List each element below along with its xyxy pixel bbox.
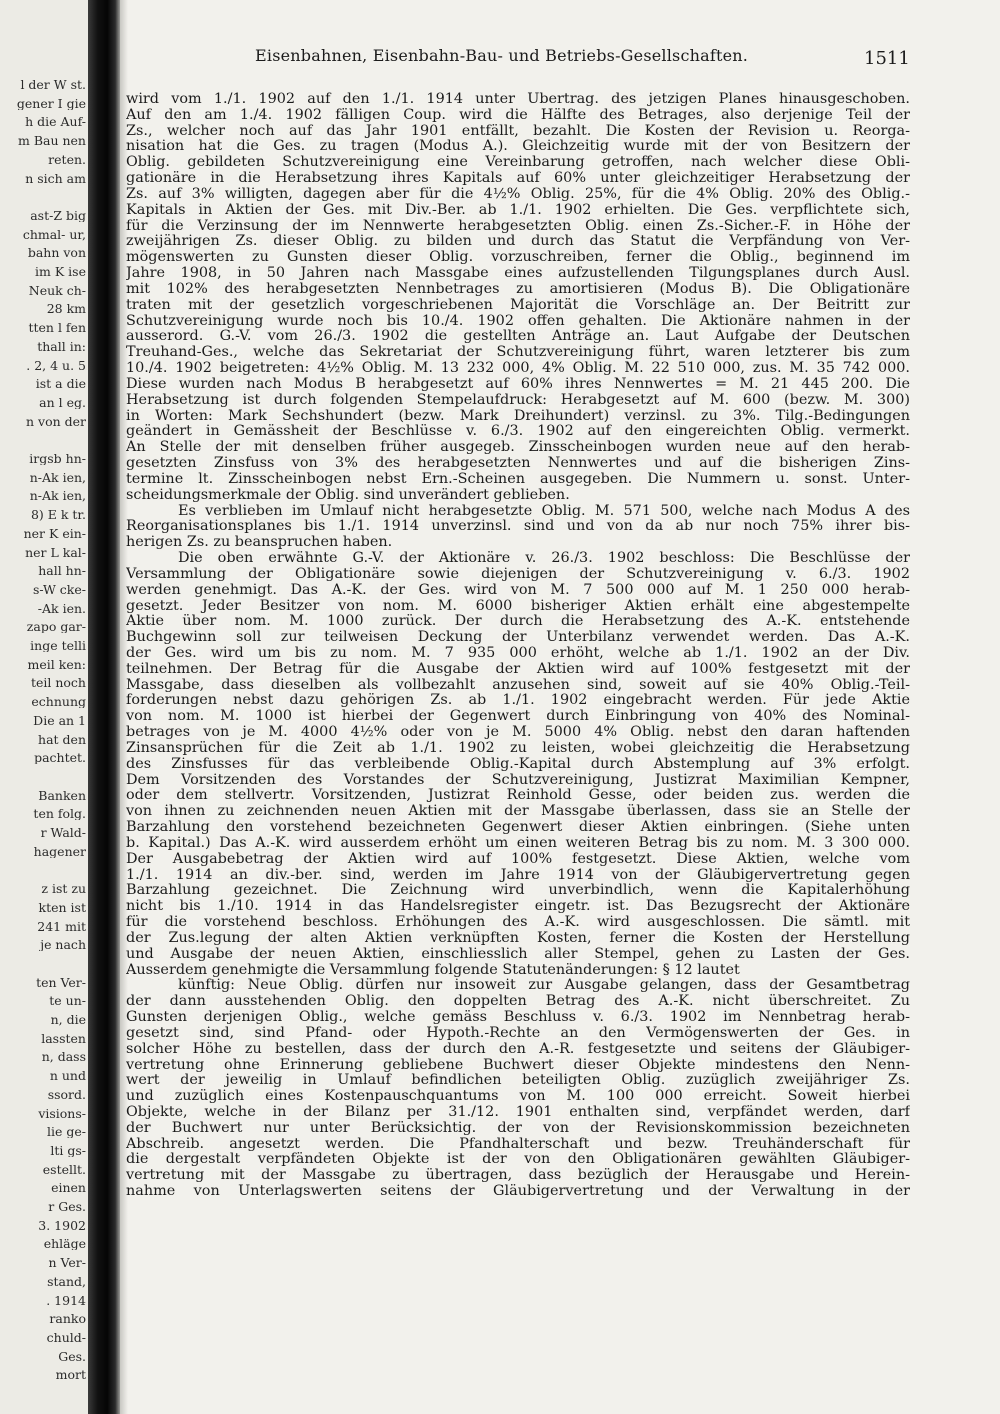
margin-fragment: chmal- ur, [22,227,86,241]
text-line: 1./1. 1914 an div.-ber. sind, werden im Jahre 1914 von der Gläubigervertretung gegen [126,867,910,883]
margin-fragment: ast-Z big [30,208,86,222]
text-line: herigen Zs. zu beanspruchen haben. [126,535,393,551]
text-line: Ausserdem genehmigte die Versammlung folgende Statutenänderungen: § 12 lautet [126,962,740,978]
margin-fragment: n Ver- [48,1256,86,1270]
text-line: Treuhand-Ges., welche das Sekretariat der Schutzvereinigung führt, waren letzterer bis zum [126,345,910,361]
margin-fragment: lti gs- [50,1143,86,1157]
margin-fragment: z ist zu [41,882,86,896]
margin-fragment: mort [55,1368,86,1382]
margin-fragment: ssord. [47,1087,86,1101]
margin-fragment: r Wald- [40,826,86,839]
margin-fragment: reten. [48,152,86,166]
text-line: der Buchwert nur unter Berücksichtig. der von der Revisionskommission bezeichneten [126,1120,910,1136]
text-line: Oblig. gebildeten Schutzvereinigung eine Vereinbarung getroffen, nach welcher diese Obli- [126,155,910,171]
text-line: An Stelle der mit denselben früher ausgegeb. Zinsscheinbogen wurden neue auf den herab- [126,440,910,456]
text-line: Auf den am 1./4. 1902 fälligen Coup. wird die Hälfte des Betrages, also derjenige Teil der [126,107,910,123]
text-line: scheidungsmerkmale der Oblig. sind unverändert geblieben. [126,487,570,503]
text-line: mit 102% des herabgesetzten Nennbetrages zu amortisieren (Modus B). Die Obligationäre [126,281,910,297]
text-line: nisation hat die Ges. zu tragen (Modus A.). Gleichzeitig wurde mit der von Besitzern der [126,139,910,155]
margin-fragment: 241 mit [37,919,86,933]
margin-fragment: 28 km [46,302,86,316]
text-line: Reorganisationsplanes bis 1./1. 1914 unverzinsl. sind und von da ab nur noch 75% ihrer bis- [126,519,910,535]
text-line: Der Ausgabebetrag der Aktien wird auf 100% festgesetzt. Diese Aktien, welche vom [126,851,910,867]
margin-fragment: kten ist [38,900,86,914]
text-line: der dann ausstehenden Oblig. den doppelten Betrag des A.-K. nicht überschreitet. Zu [126,994,910,1010]
margin-fragment: zapo gar- [26,620,86,634]
text-line: mögenswerten zu Gunsten dieser Oblig. vorzuschreiben, ferner die Oblig., beginnend im [126,250,910,266]
text-line: Zs. auf 3% willigten, dagegen aber für die 4½% Oblig. 25%, für die 4% Oblig. 20% des Oblig.- [126,186,910,202]
margin-fragment: irgsb hn- [29,452,86,465]
margin-fragment: inge telli [30,639,86,652]
margin-fragment: n sich am [25,171,86,185]
margin-fragment: 3. 1902 [38,1218,86,1232]
margin-fragment: hat den [38,732,86,746]
text-line: Dem Vorsitzenden des Vorstandes der Schutzvereinigung, Justizrat Maximilian Kempner, [126,772,910,788]
margin-fragment: echnung [31,695,86,709]
margin-fragment: estellt. [42,1162,86,1176]
margin-fragment: thall in: [37,339,86,353]
margin-fragment: te un- [49,994,86,1008]
body-text [126,92,910,1200]
margin-fragment: ist a die [35,377,86,391]
text-line: Herabsetzung ist durch folgenden Stempelaufdruck: Herabgesetzt auf M. 600 (bezw. M. 300) [126,392,910,408]
text-line: von ihnen zu zeichnenden neuen Aktien mit der Massgabe überlassen, dass sie an Stelle der [126,804,910,820]
margin-fragment: Banken [38,788,86,802]
text-line: und Ausgabe der neuen Aktien, einschliesslich aller Stempel, gehen zu Lasten der Ges. [126,946,910,962]
text-line: und zuzüglich eines Kostenpauschquantums von M. 100 000 erreicht. Soweit hierbei [126,1089,910,1105]
margin-fragment: s-W cke- [33,582,86,596]
text-line: der Zus.legung der alten Aktien verknüpften Kosten, ferner die Kosten der Herstellung [126,930,910,946]
text-line: Schutzvereinigung wurde noch bis 10./4. 1902 offen gehalten. Die Aktionäre nahmen in der [126,313,910,329]
margin-fragment: pachtet. [34,751,86,765]
text-line: Barzahlung den vorstehend bezeichneten Gegenwert dieser Aktien einbringen. (Siehe unten [126,820,910,836]
text-line: Massgabe, dass dieselben als vollbezahlt anzusehen sind, soweit auf sie 40% Oblig.-Teil- [126,677,910,693]
margin-fragment: Die an 1 [33,713,86,727]
margin-fragment: an l eg. [39,395,86,409]
margin-fragment: l der W st. [20,78,86,91]
text-line: des Zinsfusses für das verbleibende Oblig.-Kapital durch Abstemplung auf 3% erfolgt. [126,756,910,772]
text-line: wird vom 1./1. 1902 auf den 1./1. 1914 unter Übertrag. des jetzigen Planes hinausgeschoben. [126,92,910,107]
page-header: Eisenbahnen, Eisenbahn-Bau- und Betriebs-Gesellschaften. [255,46,749,65]
margin-fragment: ten Ver- [36,975,86,989]
margin-fragment: -Ak ien. [37,601,86,615]
margin-fragment: stand, [47,1274,86,1288]
margin-fragment: ner L kal- [25,545,86,559]
text-line: gationäre in die Herabsetzung ihres Kapitals auf 60% unter gleichzeitiger Herabsetzung der [126,171,910,187]
margin-fragment: hall hn- [38,564,86,578]
margin-fragment: ranko [49,1312,86,1326]
margin-fragment: r Ges. [48,1200,86,1213]
text-line: nahme von Unterlagswerten seitens der Gläubigervertretung und der Verwaltung in der [126,1184,910,1200]
margin-fragment: tten l fen [28,321,86,335]
margin-fragment: hagener [33,844,86,858]
text-line: Zinsansprüchen für die Zeit ab 1./1. 1902 zu leisten, wobei gleichzeitig die Herabsetzung [126,740,910,756]
margin-fragment: n-Ak ien, [29,489,86,503]
margin-fragment: ner K ein- [23,526,86,540]
margin-fragment: n, die [50,1013,86,1026]
text-line: Buchgewinn soll zur teilweisen Deckung der Unterbilanz verwendet werden. Das A.-K. [126,630,910,646]
text-line: Gunsten derjenigen Oblig., welche gemäss Beschluss v. 6./3. 1902 im Nennbetrag herab- [126,1010,910,1026]
margin-fragment: einen [51,1181,86,1195]
text-line: Es verblieben im Umlauf nicht herabgesetzte Oblig. M. 571 500, welche nach Modus A des [178,503,910,519]
page-number: 1511 [864,48,910,69]
text-line: gesetzten Zinsfuss von 3% des herabgesetzten Nennwertes und auf die bisherigen Zins- [126,456,910,472]
text-line: ausserord. G.-V. vom 26./3. 1902 die gestellten Anträge an. Laut Aufgabe der Deutschen [126,329,910,345]
text-line: Die oben erwähnte G.-V. der Aktionäre v. 26./3. 1902 beschloss: Die Beschlüsse der [178,551,910,567]
text-line: Objekte, welche in der Bilanz per 31./12. 1901 enthalten sind, verpfändet werden, darf [126,1105,910,1120]
margin-fragment: n-Ak ien, [29,470,86,484]
text-line: Abschreib. angesetzt werden. Die Pfandhalterschaft und bezw. Treuhänderschaft für [126,1136,910,1152]
margin-fragment: chuld- [46,1330,86,1344]
adjacent-page-edge [0,0,88,1414]
binding-shadow [88,0,120,1414]
text-line: wert der jeweilig in Umlauf befindlichen beteiligten Oblig. zuzüglich zweijähriger Zs. [126,1073,910,1089]
margin-fragment: . 1914 [46,1293,86,1307]
text-line: für die Verzinsung der im Nennwerte herabgesetzten Oblig. einen Zs.-Sicher.-F. in Höhe der [126,218,910,234]
margin-fragment: ehläge [43,1237,86,1251]
text-line: Kapitals in Aktien der Ges. mit Div.-Ber. ab 1./1. 1902 erhielten. Die Ges. verpflichtete sich, [126,202,910,218]
text-line: Barzahlung gezeichnet. Die Zeichnung wird unverbindlich, wenn die Kapitalerhöhung [126,883,910,899]
text-line: geändert in Gemässheit der Beschlüsse v. 6./3. 1902 auf den eingereichten Oblig. vermerkt. [126,424,910,440]
margin-fragment: n von der [25,414,86,428]
text-line: gesetzt sind, sind Pfand- oder Hypoth.-Rechte an den Vermögenswerten der Ges. in [126,1025,910,1041]
margin-fragment: h die Auf- [25,115,86,129]
text-line: Versammlung der Obligationäre sowie diejenigen der Schutzvereinigung v. 6./3. 1902 [126,566,910,582]
text-line: in Worten: Mark Sechshundert (bezw. Mark Dreihundert) verzinsl. zu 3%. Tilg.-Bedingungen [126,408,910,424]
text-line: vertretung ohne Erinnerung gebliebene Buchwert dieser Objekte mindestens den Nenn- [126,1057,910,1073]
text-line: künftig: Neue Oblig. dürfen nur insoweit zur Ausgabe gelangen, dass der Gesamtbetrag [178,978,910,994]
text-line: zweijährigen Zs. dieser Oblig. zu bilden und durch das Statut die Verpfändung von Ver- [126,234,910,250]
text-line: oder dem stellvertr. Vorsitzenden, Justizrat Reinhold Gesse, oder beiden zus. werden die [126,788,910,804]
text-line: die dergestalt verpfändeten Objekte ist der von den Obligationären gewählten Gläubiger- [126,1152,910,1168]
margin-fragment: lassten [41,1031,86,1045]
text-line: forderungen nebst dazu gehörigen Zs. ab 1./1. 1902 eingebracht werden. Für jede Aktie [126,693,910,709]
margin-fragment: Ges. [58,1349,86,1363]
text-line: Jahre 1908, in 50 Jahren nach Massgabe eines aufzustellenden Tilgungsplanes durch Ausl. [126,266,910,282]
margin-fragment: m Bau nen [18,134,86,148]
text-line: termine lt. Zinsscheinbogen nebst Ern.-Scheinen ausgegeben. Die Nummern u. sonst. Unter- [126,471,910,487]
margin-fragment: ten folg. [33,807,86,821]
text-line: gesetzt. Jeder Besitzer von nom. M. 6000 bisheriger Aktien erhält eine abgestempelte [126,598,910,614]
margin-fragment: meil ken: [27,657,86,671]
text-line: betrages von je M. 4000 4½% oder von je M. 5000 4% Oblig. nebst den daran haftenden [126,725,910,741]
margin-fragment: visions- [38,1106,86,1120]
margin-fragment: lie ge- [47,1125,86,1139]
margin-fragment: n und [49,1069,86,1083]
text-line: Aktie über nom. M. 1000 zurück. Der durch die Herabsetzung des A.-K. entstehende [126,614,910,630]
margin-fragment: bahn von [27,246,86,260]
text-line: vertretung mit der Massgabe zu übertragen, dass bezüglich der Herausgabe und Herein- [126,1168,910,1184]
margin-fragment: Neuk ch- [28,283,86,297]
text-line: Zs., welcher noch auf das Jahr 1901 entfällt, bezahlt. Die Kosten der Revision u. Reorga- [126,123,910,139]
text-line: von nom. M. 1000 ist hierbei der Gegenwert durch Einbringung von 40% des Nominal- [126,709,910,725]
text-line: werden genehmigt. Das A.-K. der Ges. wird von M. 7 500 000 auf M. 1 250 000 herab- [126,582,910,598]
margin-fragment: gener I gie [16,96,86,110]
text-line: für die vorstehend beschloss. Erhöhungen des A.-K. wird ausgeschlossen. Die sämtl. mit [126,915,910,931]
text-line: 10./4. 1902 beigetreten: 4½% Oblig. M. 13 232 000, 4% Oblig. M. 22 510 000, zus. M. 35 742 000. [126,361,910,377]
text-line: nicht bis 1./10. 1914 in das Handelsregister eingetr. ist. Das Bezugsrecht der Aktionäre [126,899,910,915]
text-line: der Ges. wird um bis zu nom. M. 7 935 000 erhöht, welche ab 1./1. 1902 an der Div. [126,645,910,661]
margin-fragment: n, dass [41,1050,86,1064]
margin-fragment: teil noch [30,676,86,690]
text-line: traten mit der gesetzlich vorgeschriebenen Majorität die Vorschläge an. Der Beitritt zur [126,297,910,313]
text-line: b. Kapital.) Das A.-K. wird ausserdem erhöht um einen weiteren Betrag bis zu nom. M. 3 300 000. [126,835,910,851]
margin-fragment: . 2, 4 u. 5 [26,358,86,372]
margin-fragment: je nach [40,938,86,952]
text-line: solcher Höhe zu bestellen, dass der durch den A.-R. festgesetzte und seitens der Gläubiger- [126,1041,910,1057]
text-line: Diese wurden nach Modus B herabgesetzt auf 60% ihres Nennwertes = M. 21 445 200. Die [126,376,910,392]
margin-fragment: im K ise [35,265,86,278]
text-line: teilnehmen. Der Betrag für die Ausgabe der Aktien wird auf 100% festgesetzt mit der [126,661,910,677]
margin-fragment: 8) E k tr. [30,508,86,522]
